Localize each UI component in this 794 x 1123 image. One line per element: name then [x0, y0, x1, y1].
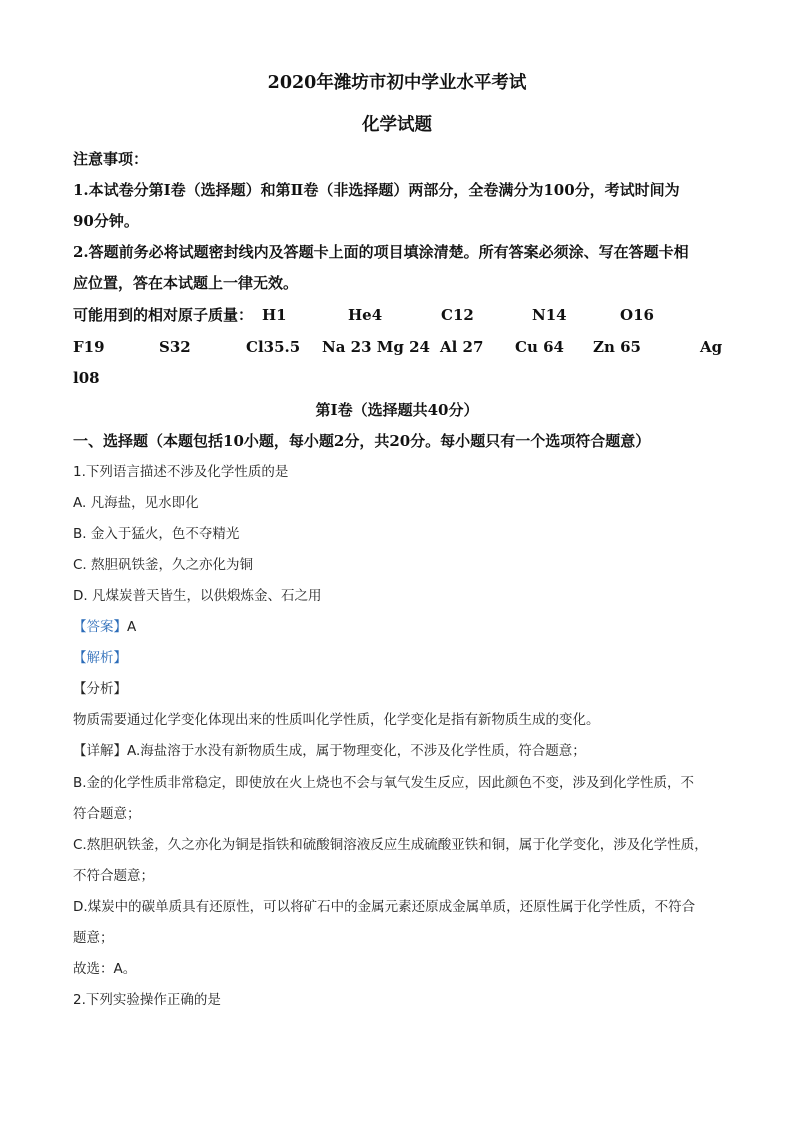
detail-d-line-2: 题意；	[73, 930, 114, 946]
fenxi-tag: 【分析】	[73, 681, 127, 697]
atomic-mass-s: S32	[159, 338, 191, 356]
fenxi-text: 物质需要通过化学变化体现出来的性质叫化学性质，化学变化是指有新物质生成的变化。	[73, 712, 600, 728]
conclusion: 故选：A。	[73, 961, 137, 977]
atomic-mass-cu: Cu 64	[515, 338, 564, 356]
exam-title: 2020年潍坊市初中学业水平考试	[267, 73, 527, 93]
atomic-mass-n: N14	[532, 306, 567, 324]
answer-line	[73, 621, 136, 635]
atomic-mass-ag: Ag	[700, 338, 723, 356]
question-2-stem: 2.下列实验操作正确的是	[73, 992, 221, 1008]
part-title: 一、选择题（本题包括10小题，每小题2分，共20分。每小题只有一个选项符合题意）	[73, 432, 651, 450]
atomic-mass-na-mg: Na 23 Mg 24	[322, 338, 430, 356]
notice-item-1-line-2: 90分钟。	[73, 212, 139, 230]
question-1-option-b: B. 金入于猛火，色不夺精光	[73, 526, 240, 542]
atomic-mass-cl: Cl35.5	[246, 338, 301, 356]
atomic-mass-c: C12	[441, 306, 474, 324]
question-1-option-c: C. 熬胆矾铁釜，久之亦化为铜	[73, 557, 254, 573]
detail-c-line-1: C.熬胆矾铁釜，久之亦化为铜是指铁和硫酸铜溶液反应生成硫酸亚铁和铜，属于化学变化，涉及化学性质，	[73, 837, 708, 853]
question-1-option-a: A. 凡海盐，见水即化	[73, 495, 199, 511]
detail-a-text: A.海盐溶于水没有新物质生成，属于物理变化，不涉及化学性质，符合题意；	[127, 743, 586, 759]
atomic-mass-zn: Zn 65	[593, 338, 641, 356]
detail-c-line-2: 不符合题意；	[73, 868, 154, 884]
atomic-mass-ag-value: l08	[73, 369, 100, 387]
atomic-mass-label: 可能用到的相对原子质量：	[73, 306, 254, 324]
answer-value: A	[127, 619, 137, 635]
atomic-mass-he: He4	[348, 306, 383, 324]
detail-a-line	[73, 745, 586, 759]
atomic-mass-h: H1	[262, 306, 287, 324]
notice-item-1-line-1: 1.本试卷分第Ⅰ卷（选择题）和第Ⅱ卷（非选择题）两部分，全卷满分为100分，考试时间为	[73, 181, 680, 199]
question-1-stem: 1.下列语言描述不涉及化学性质的是	[73, 464, 289, 480]
detail-tag: 【详解】	[73, 743, 127, 759]
notice-item-2-line-1: 2.答题前务必将试题密封线内及答题卡上面的项目填涂清楚。所有答案必须涂、写在答题卡相	[73, 243, 689, 261]
notice-heading: 注意事项：	[73, 150, 149, 168]
atomic-mass-f: F19	[73, 338, 105, 356]
answer-tag: 【答案】	[73, 619, 127, 635]
analysis-tag: 【解析】	[73, 650, 127, 666]
question-1-option-d: D. 凡煤炭普天皆生，以供煅炼金、石之用	[73, 588, 322, 604]
atomic-mass-o: O16	[620, 306, 654, 324]
detail-d-line-1: D.煤炭中的碳单质具有还原性，可以将矿石中的金属元素还原成金属单质，还原性属于化学性质，不符合	[73, 899, 696, 915]
atomic-mass-al: Al 27	[440, 338, 484, 356]
detail-b-line-2: 符合题意；	[73, 806, 141, 822]
volume-title: 第Ⅰ卷（选择题共40分）	[315, 401, 479, 419]
detail-b-line-1: B.金的化学性质非常稳定，即使放在火上烧也不会与氧气发生反应，因此颜色不变，涉及到化学性质，不	[73, 775, 695, 791]
notice-item-2-line-2: 应位置，答在本试题上一律无效。	[73, 274, 299, 292]
exam-subtitle: 化学试题	[362, 115, 432, 135]
